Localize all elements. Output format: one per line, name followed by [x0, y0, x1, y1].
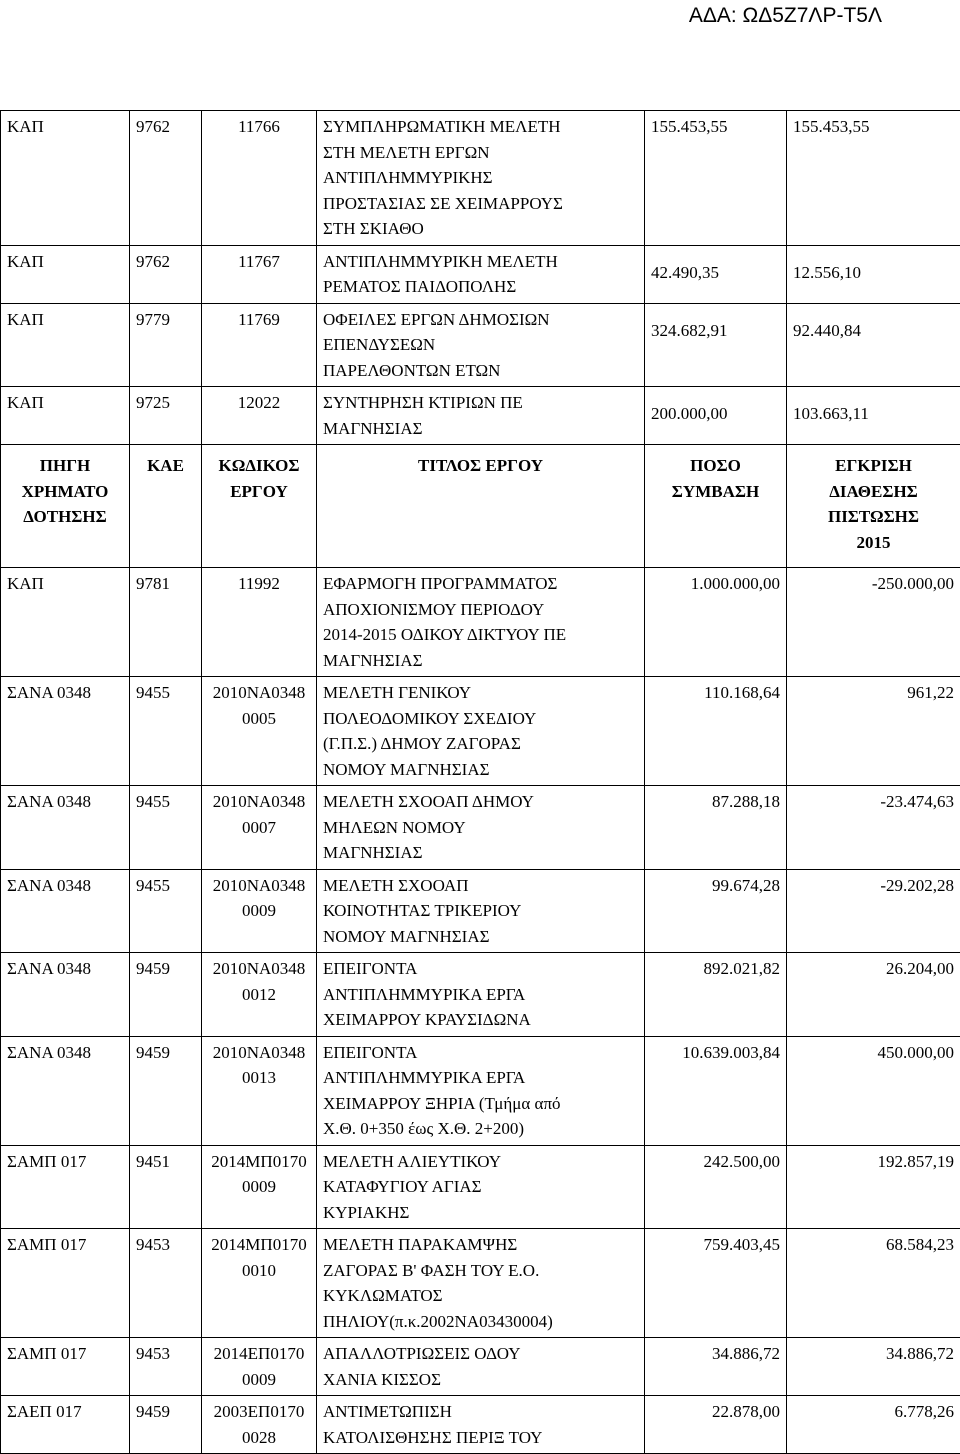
cell-contract: 22.878,00	[645, 1396, 787, 1454]
cell-amount-2: 12.556,10	[787, 245, 960, 303]
cell-source: ΣΑΝΑ 0348	[1, 677, 130, 786]
cell-approval: -23.474,63	[787, 786, 960, 870]
cell-kae: 9455	[130, 677, 202, 786]
table-row	[1, 568, 960, 677]
cell-contract: 892.021,82	[645, 953, 787, 1037]
project-rows	[1, 568, 960, 1454]
cell-contract: 34.886,72	[645, 1338, 787, 1396]
cell-approval: 192.857,19	[787, 1145, 960, 1229]
cell-kae: 9453	[130, 1229, 202, 1338]
table-row	[1, 953, 960, 1037]
cell-kae: 9459	[130, 1396, 202, 1454]
cell-kae: 9779	[130, 303, 202, 387]
header-kae: ΚΑΕ	[130, 445, 202, 568]
cell-amount-1: 200.000,00	[645, 387, 787, 445]
cell-source: ΣΑΝΑ 0348	[1, 786, 130, 870]
cell-title: ΜΕΛΕΤΗ ΣΧΟΟΑΠ ΔΗΜΟΥ ΜΗΛΕΩΝ ΝΟΜΟΥ ΜΑΓΝΗΣΙΑΣ	[317, 786, 645, 870]
cell-title: ΜΕΛΕΤΗ ΠΑΡΑΚΑΜΨΗΣ ΖΑΓΟΡΑΣ Β' ΦΑΣΗ ΤΟΥ Ε.Ο. ΚΥΚΛΩΜΑΤΟΣ ΠΗΛΙΟΥ(π.κ.2002ΝΑ03430004)	[317, 1229, 645, 1338]
cell-source: ΣΑΝΑ 0348	[1, 869, 130, 953]
cell-source: ΣΑΝΑ 0348	[1, 953, 130, 1037]
cell-contract: 110.168,64	[645, 677, 787, 786]
table-row	[1, 1036, 960, 1145]
table-row	[1, 245, 960, 303]
cell-title: ΕΠΕΙΓΟΝΤΑ ΑΝΤΙΠΛΗΜΜΥΡΙΚΑ ΕΡΓΑ ΧΕΙΜΑΡΡΟΥ ΞΗΡΙΑ (Τμήμα από Χ.Θ. 0+350 έως Χ.Θ. 2+200)	[317, 1036, 645, 1145]
top-rows	[1, 111, 960, 445]
table-row	[1, 677, 960, 786]
cell-code: 12022	[202, 387, 317, 445]
cell-source: ΚΑΠ	[1, 245, 130, 303]
cell-approval: 6.778,26	[787, 1396, 960, 1454]
cell-contract: 242.500,00	[645, 1145, 787, 1229]
cell-approval: 68.584,23	[787, 1229, 960, 1338]
cell-kae: 9762	[130, 245, 202, 303]
cell-approval: 34.886,72	[787, 1338, 960, 1396]
cell-kae: 9459	[130, 953, 202, 1037]
cell-title: ΜΕΛΕΤΗ ΣΧΟΟΑΠ ΚΟΙΝΟΤΗΤΑΣ ΤΡΙΚΕΡΙΟΥ ΝΟΜΟΥ ΜΑΓΝΗΣΙΑΣ	[317, 869, 645, 953]
header-code: ΚΩΔΙΚΟΣ ΕΡΓΟΥ	[202, 445, 317, 568]
cell-source: ΣΑΜΠ 017	[1, 1145, 130, 1229]
cell-amount-2: 92.440,84	[787, 303, 960, 387]
header-source: ΠΗΓΗ ΧΡΗΜΑΤΟ ΔΟΤΗΣΗΣ	[1, 445, 130, 568]
cell-contract: 87.288,18	[645, 786, 787, 870]
cell-title: ΜΕΛΕΤΗ ΑΛΙΕΥΤΙΚΟΥ ΚΑΤΑΦΥΓΙΟΥ ΑΓΙΑΣ ΚΥΡΙΑΚΗΣ	[317, 1145, 645, 1229]
cell-code: 11767	[202, 245, 317, 303]
cell-title: ΑΠΑΛΛΟΤΡΙΩΣΕΙΣ ΟΔΟΥ ΧΑΝΙΑ ΚΙΣΣΟΣ	[317, 1338, 645, 1396]
cell-kae: 9455	[130, 786, 202, 870]
header-contract: ΠΟΣΟ ΣΥΜΒΑΣΗ	[645, 445, 787, 568]
cell-amount-2: 103.663,11	[787, 387, 960, 445]
table-row	[1, 1145, 960, 1229]
cell-title: ΕΦΑΡΜΟΓΗ ΠΡΟΓΡΑΜΜΑΤΟΣ ΑΠΟΧΙΟΝΙΣΜΟΥ ΠΕΡΙΟΔΟΥ 2014-2015 ΟΔΙΚΟΥ ΔΙΚΤΥΟΥ ΠΕ ΜΑΓΝΗΣΙΑΣ	[317, 568, 645, 677]
table-row	[1, 1229, 960, 1338]
cell-approval: -250.000,00	[787, 568, 960, 677]
table-row	[1, 786, 960, 870]
cell-code: 2014ΜΠ0170 0009	[202, 1145, 317, 1229]
cell-code: 2010ΝΑ0348 0007	[202, 786, 317, 870]
cell-title: ΣΥΝΤΗΡΗΣΗ ΚΤΙΡΙΩΝ ΠΕ ΜΑΓΝΗΣΙΑΣ	[317, 387, 645, 445]
cell-source: ΣΑΝΑ 0348	[1, 1036, 130, 1145]
table-row	[1, 1338, 960, 1396]
cell-approval: 961,22	[787, 677, 960, 786]
cell-code: 11766	[202, 111, 317, 246]
cell-approval: 450.000,00	[787, 1036, 960, 1145]
ada-code: ΑΔΑ: ΩΔ5Ζ7ΛΡ-Τ5Λ	[689, 4, 882, 28]
cell-kae: 9781	[130, 568, 202, 677]
cell-amount-1: 155.453,55	[645, 111, 787, 246]
cell-code: 2010ΝΑ0348 0009	[202, 869, 317, 953]
cell-source: ΚΑΠ	[1, 568, 130, 677]
table-row	[1, 1396, 960, 1454]
cell-code: 11769	[202, 303, 317, 387]
cell-kae: 9455	[130, 869, 202, 953]
cell-contract: 759.403,45	[645, 1229, 787, 1338]
cell-code: 2010ΝΑ0348 0005	[202, 677, 317, 786]
cell-kae: 9453	[130, 1338, 202, 1396]
header-title: ΤΙΤΛΟΣ ΕΡΓΟΥ	[317, 445, 645, 568]
cell-title: ΟΦΕΙΛΕΣ ΕΡΓΩΝ ΔΗΜΟΣΙΩΝ ΕΠΕΝΔΥΣΕΩΝ ΠΑΡΕΛΘΟΝΤΩΝ ΕΤΩΝ	[317, 303, 645, 387]
cell-approval: 26.204,00	[787, 953, 960, 1037]
cell-contract: 10.639.003,84	[645, 1036, 787, 1145]
cell-amount-2: 155.453,55	[787, 111, 960, 246]
cell-code: 2010ΝΑ0348 0013	[202, 1036, 317, 1145]
cell-title: ΕΠΕΙΓΟΝΤΑ ΑΝΤΙΠΛΗΜΜΥΡΙΚΑ ΕΡΓΑ ΧΕΙΜΑΡΡΟΥ ΚΡΑΥΣΙΔΩΝΑ	[317, 953, 645, 1037]
cell-title: ΣΥΜΠΛΗΡΩΜΑΤΙΚΗ ΜΕΛΕΤΗ ΣΤΗ ΜΕΛΕΤΗ ΕΡΓΩΝ ΑΝΤΙΠΛΗΜΜΥΡΙΚΗΣ ΠΡΟΣΤΑΣΙΑΣ ΣΕ ΧΕΙΜΑΡΡΟΥΣ ΣΤΗ ΣΚΙΑΘΟ	[317, 111, 645, 246]
cell-amount-1: 42.490,35	[645, 245, 787, 303]
cell-source: ΣΑΕΠ 017	[1, 1396, 130, 1454]
cell-kae: 9725	[130, 387, 202, 445]
cell-contract: 99.674,28	[645, 869, 787, 953]
table-row	[1, 303, 960, 387]
cell-kae: 9459	[130, 1036, 202, 1145]
cell-title: ΑΝΤΙΜΕΤΩΠΙΣΗ ΚΑΤΟΛΙΣΘΗΣΗΣ ΠΕΡΙΞ ΤΟΥ	[317, 1396, 645, 1454]
cell-code: 2014ΜΠ0170 0010	[202, 1229, 317, 1338]
cell-title: ΑΝΤΙΠΛΗΜΜΥΡΙΚΗ ΜΕΛΕΤΗ ΡΕΜΑΤΟΣ ΠΑΙΔΟΠΟΛΗΣ	[317, 245, 645, 303]
cell-code: 2003ΕΠ0170 0028	[202, 1396, 317, 1454]
cell-contract: 1.000.000,00	[645, 568, 787, 677]
table-row	[1, 869, 960, 953]
cell-source: ΚΑΠ	[1, 303, 130, 387]
projects-table	[0, 110, 960, 1454]
cell-source: ΣΑΜΠ 017	[1, 1338, 130, 1396]
cell-amount-1: 324.682,91	[645, 303, 787, 387]
cell-kae: 9762	[130, 111, 202, 246]
document-body	[0, 110, 960, 1454]
table-row	[1, 387, 960, 445]
cell-source: ΚΑΠ	[1, 387, 130, 445]
cell-kae: 9451	[130, 1145, 202, 1229]
cell-source: ΣΑΜΠ 017	[1, 1229, 130, 1338]
cell-title: ΜΕΛΕΤΗ ΓΕΝΙΚΟΥ ΠΟΛΕΟΔΟΜΙΚΟΥ ΣΧΕΔΙΟΥ (Γ.Π.Σ.) ΔΗΜΟΥ ΖΑΓΟΡΑΣ ΝΟΜΟΥ ΜΑΓΝΗΣΙΑΣ	[317, 677, 645, 786]
header-approval: ΕΓΚΡΙΣΗ ΔΙΑΘΕΣΗΣ ΠΙΣΤΩΣΗΣ 2015	[787, 445, 960, 568]
cell-code: 2010ΝΑ0348 0012	[202, 953, 317, 1037]
table-row	[1, 111, 960, 246]
cell-code: 2014ΕΠ0170 0009	[202, 1338, 317, 1396]
cell-source: ΚΑΠ	[1, 111, 130, 246]
column-header	[1, 445, 960, 568]
cell-approval: -29.202,28	[787, 869, 960, 953]
cell-code: 11992	[202, 568, 317, 677]
